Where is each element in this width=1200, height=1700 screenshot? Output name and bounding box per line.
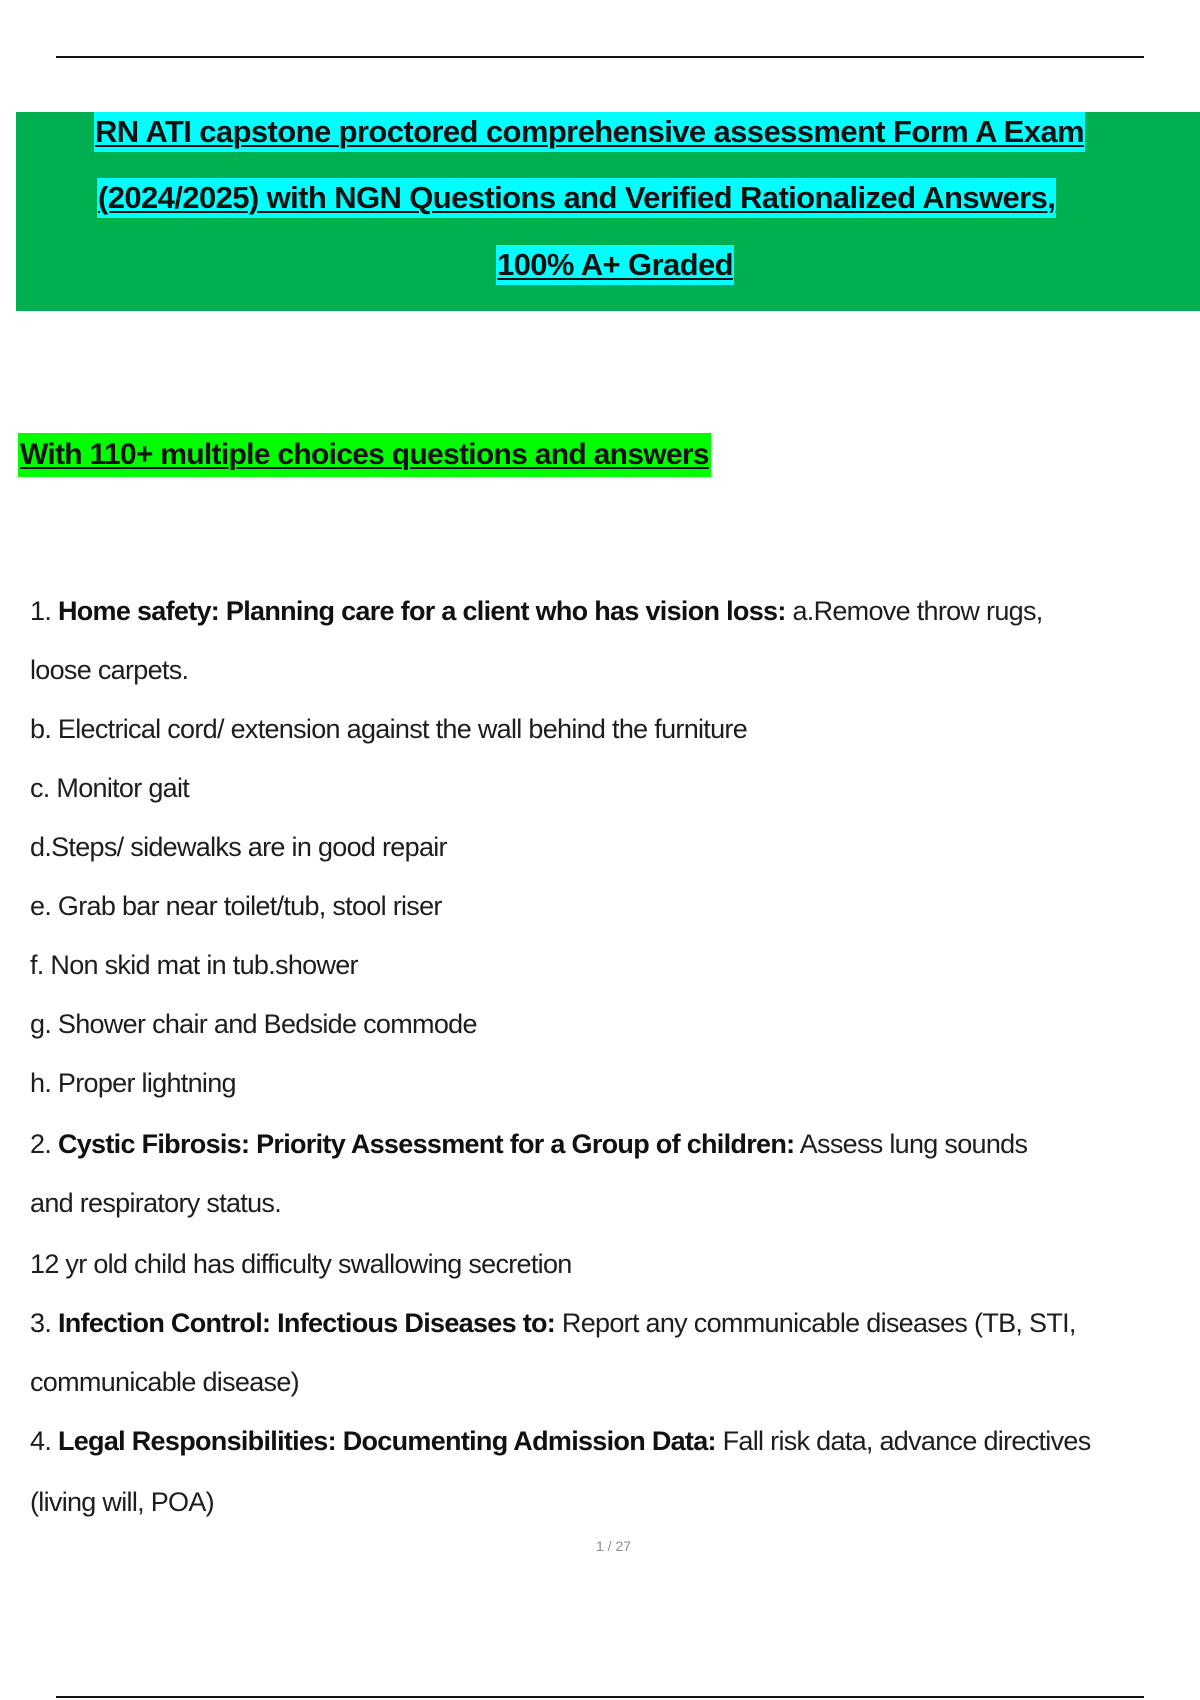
question-3 xyxy=(30,1308,1076,1339)
answer-continuation: and respiratory status. xyxy=(30,1188,282,1218)
answer-continuation: loose carpets. xyxy=(30,655,189,685)
answer-note: 12 yr old child has difficulty swallowing secretion xyxy=(30,1249,572,1279)
question-number: 3. xyxy=(30,1308,52,1338)
question-answer: Report any communicable diseases (TB, STI, xyxy=(561,1308,1076,1338)
answer-continuation: (living will, POA) xyxy=(30,1487,214,1517)
question-topic: Infection Control: Infectious Diseases to: xyxy=(57,1308,556,1338)
title-line-3: 100% A+ Graded xyxy=(496,245,734,285)
question-answer: a.Remove throw rugs, xyxy=(792,596,1043,626)
answer-item: f. Non skid mat in tub.shower xyxy=(30,950,358,980)
answer-item: b. Electrical cord/ extension against the wall behind the furniture xyxy=(30,714,748,744)
title-line-2: (2024/2025) with NGN Questions and Verified Rationalized Answers, xyxy=(97,178,1056,218)
title-line-1: RN ATI capstone proctored comprehensive assessment Form A Exam xyxy=(94,112,1085,152)
question-topic: Legal Responsibilities: Documenting Admission Data: xyxy=(57,1426,716,1456)
question-1 xyxy=(30,596,1043,627)
question-number: 4. xyxy=(30,1426,52,1456)
question-answer: Fall risk data, advance directives xyxy=(722,1426,1091,1456)
answer-continuation: communicable disease) xyxy=(30,1367,299,1397)
question-number: 1. xyxy=(30,596,52,626)
answer-item: h. Proper lightning xyxy=(30,1068,236,1098)
question-4 xyxy=(30,1426,1091,1457)
question-answer: Assess lung sounds xyxy=(799,1129,1028,1159)
header-rule xyxy=(56,56,1144,58)
answer-item: g. Shower chair and Bedside commode xyxy=(30,1009,477,1039)
answer-item: e. Grab bar near toilet/tub, stool riser xyxy=(30,891,442,921)
answer-item: c. Monitor gait xyxy=(30,773,190,803)
subtitle: With 110+ multiple choices questions and answers xyxy=(18,433,711,477)
page-indicator: 1 / 27 xyxy=(595,1538,632,1554)
answer-item: d.Steps/ sidewalks are in good repair xyxy=(30,832,447,862)
question-topic: Cystic Fibrosis: Priority Assessment for a Group of children: xyxy=(57,1129,795,1159)
footer-rule xyxy=(56,1696,1144,1698)
question-2 xyxy=(30,1129,1027,1160)
question-number: 2. xyxy=(30,1129,52,1159)
question-topic: Home safety: Planning care for a client who has vision loss: xyxy=(57,596,786,626)
